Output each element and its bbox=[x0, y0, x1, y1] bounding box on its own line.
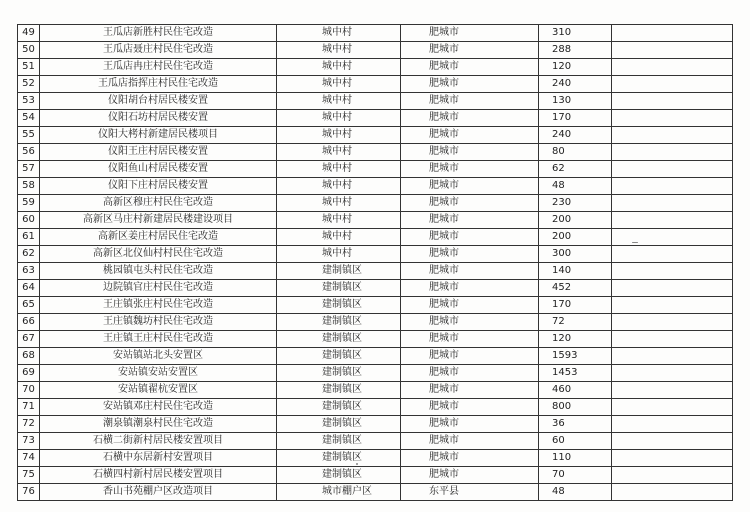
remark-cell bbox=[612, 348, 733, 365]
row-number: 74 bbox=[18, 450, 40, 467]
table-row bbox=[18, 229, 733, 246]
table-row bbox=[18, 450, 733, 467]
area-type: 城中村 bbox=[277, 25, 401, 42]
table-row bbox=[18, 297, 733, 314]
household-count: 230 bbox=[539, 195, 612, 212]
project-name: 高新区马庄村新建居民楼建设项目 bbox=[40, 212, 277, 229]
table-row bbox=[18, 416, 733, 433]
row-number: 64 bbox=[18, 280, 40, 297]
table-row bbox=[18, 382, 733, 399]
household-count: 170 bbox=[539, 110, 612, 127]
table-row bbox=[18, 433, 733, 450]
project-name: 潮泉镇潮泉村民住宅改造 bbox=[40, 416, 277, 433]
area-type: 建制镇区 bbox=[277, 348, 401, 365]
remark-cell bbox=[612, 93, 733, 110]
project-name: 仪阳下庄村居民楼安置 bbox=[40, 178, 277, 195]
table-row bbox=[18, 59, 733, 76]
remark-cell bbox=[612, 127, 733, 144]
city-name: 东平县 bbox=[401, 484, 539, 501]
row-number: 73 bbox=[18, 433, 40, 450]
row-number: 49 bbox=[18, 25, 40, 42]
area-type: 建制镇区 bbox=[277, 433, 401, 450]
project-name: 王庄镇魏坊村民住宅改造 bbox=[40, 314, 277, 331]
project-table bbox=[17, 24, 733, 501]
project-name: 石横中东居新村安置项目 bbox=[40, 450, 277, 467]
household-count: 452 bbox=[539, 280, 612, 297]
project-name: 仪阳鱼山村居民楼安置 bbox=[40, 161, 277, 178]
household-count: 72 bbox=[539, 314, 612, 331]
household-count: 48 bbox=[539, 178, 612, 195]
area-type: 城中村 bbox=[277, 212, 401, 229]
table-row bbox=[18, 76, 733, 93]
city-name: 肥城市 bbox=[401, 161, 539, 178]
row-number: 63 bbox=[18, 263, 40, 280]
project-name: 王瓜店新胜村民住宅改造 bbox=[40, 25, 277, 42]
remark-cell bbox=[612, 280, 733, 297]
city-name: 肥城市 bbox=[401, 365, 539, 382]
city-name: 肥城市 bbox=[401, 178, 539, 195]
remark-cell bbox=[612, 195, 733, 212]
city-name: 肥城市 bbox=[401, 42, 539, 59]
area-type: 建制镇区 bbox=[277, 382, 401, 399]
row-number: 59 bbox=[18, 195, 40, 212]
area-type: 建制镇区 bbox=[277, 314, 401, 331]
household-count: 120 bbox=[539, 59, 612, 76]
remark-cell bbox=[612, 144, 733, 161]
city-name: 肥城市 bbox=[401, 399, 539, 416]
project-name: 安站镇安站安置区 bbox=[40, 365, 277, 382]
row-number: 56 bbox=[18, 144, 40, 161]
area-type: 城中村 bbox=[277, 42, 401, 59]
row-number: 60 bbox=[18, 212, 40, 229]
table-row bbox=[18, 144, 733, 161]
area-type: 城中村 bbox=[277, 161, 401, 178]
city-name: 肥城市 bbox=[401, 348, 539, 365]
household-count: 1593 bbox=[539, 348, 612, 365]
project-name: 王瓜店聂庄村民住宅改造 bbox=[40, 42, 277, 59]
table-row bbox=[18, 280, 733, 297]
household-count: 310 bbox=[539, 25, 612, 42]
remark-cell bbox=[612, 178, 733, 195]
row-number: 66 bbox=[18, 314, 40, 331]
area-type: 建制镇区 bbox=[277, 399, 401, 416]
city-name: 肥城市 bbox=[401, 280, 539, 297]
table-row bbox=[18, 127, 733, 144]
table-row bbox=[18, 93, 733, 110]
table-row bbox=[18, 467, 733, 484]
remark-cell bbox=[612, 433, 733, 450]
household-count: 70 bbox=[539, 467, 612, 484]
city-name: 肥城市 bbox=[401, 297, 539, 314]
household-count: 240 bbox=[539, 127, 612, 144]
project-table-body bbox=[18, 25, 733, 501]
project-name: 高新区穆庄村民住宅改造 bbox=[40, 195, 277, 212]
city-name: 肥城市 bbox=[401, 25, 539, 42]
row-number: 55 bbox=[18, 127, 40, 144]
table-row bbox=[18, 399, 733, 416]
city-name: 肥城市 bbox=[401, 110, 539, 127]
remark-cell bbox=[612, 314, 733, 331]
city-name: 肥城市 bbox=[401, 59, 539, 76]
table-row bbox=[18, 178, 733, 195]
table-row bbox=[18, 365, 733, 382]
household-count: 200 bbox=[539, 212, 612, 229]
row-number: 61 bbox=[18, 229, 40, 246]
remark-cell bbox=[612, 416, 733, 433]
project-name: 桃园镇屯头村民住宅改造 bbox=[40, 263, 277, 280]
project-name: 香山书苑棚户区改造项目 bbox=[40, 484, 277, 501]
row-number: 69 bbox=[18, 365, 40, 382]
area-type: 城中村 bbox=[277, 59, 401, 76]
city-name: 肥城市 bbox=[401, 144, 539, 161]
row-number: 58 bbox=[18, 178, 40, 195]
household-count: 110 bbox=[539, 450, 612, 467]
project-name: 仪阳石坊村居民楼安置 bbox=[40, 110, 277, 127]
project-name: 王庄镇王庄村民住宅改造 bbox=[40, 331, 277, 348]
area-type: 城中村 bbox=[277, 76, 401, 93]
row-number: 53 bbox=[18, 93, 40, 110]
table-row bbox=[18, 161, 733, 178]
household-count: 36 bbox=[539, 416, 612, 433]
table-row bbox=[18, 484, 733, 501]
project-name: 安站镇翟杭安置区 bbox=[40, 382, 277, 399]
area-type: 建制镇区 bbox=[277, 280, 401, 297]
remark-cell bbox=[612, 263, 733, 280]
remark-cell bbox=[612, 161, 733, 178]
area-type: 城中村 bbox=[277, 144, 401, 161]
city-name: 肥城市 bbox=[401, 450, 539, 467]
row-number: 71 bbox=[18, 399, 40, 416]
remark-cell bbox=[612, 76, 733, 93]
row-number: 62 bbox=[18, 246, 40, 263]
area-type: 城中村 bbox=[277, 93, 401, 110]
project-name: 高新区姜庄村居民住宅改造 bbox=[40, 229, 277, 246]
household-count: 140 bbox=[539, 263, 612, 280]
table-row bbox=[18, 246, 733, 263]
remark-cell bbox=[612, 399, 733, 416]
remark-cell bbox=[612, 297, 733, 314]
remark-cell bbox=[612, 331, 733, 348]
remark-cell bbox=[612, 25, 733, 42]
area-type: 建制镇区 bbox=[277, 365, 401, 382]
row-number: 67 bbox=[18, 331, 40, 348]
row-number: 57 bbox=[18, 161, 40, 178]
city-name: 肥城市 bbox=[401, 314, 539, 331]
city-name: 肥城市 bbox=[401, 331, 539, 348]
household-count: 460 bbox=[539, 382, 612, 399]
city-name: 肥城市 bbox=[401, 93, 539, 110]
area-type: 城中村 bbox=[277, 195, 401, 212]
project-name: 石横四村新村居民楼安置项目 bbox=[40, 467, 277, 484]
area-type: 城中村 bbox=[277, 229, 401, 246]
row-number: 70 bbox=[18, 382, 40, 399]
table-row bbox=[18, 195, 733, 212]
table-row bbox=[18, 25, 733, 42]
area-type: 建制镇区 bbox=[277, 416, 401, 433]
city-name: 肥城市 bbox=[401, 416, 539, 433]
project-name: 安站镇站北头安置区 bbox=[40, 348, 277, 365]
household-count: 200 bbox=[539, 229, 612, 246]
scan-speck bbox=[356, 463, 358, 465]
row-number: 50 bbox=[18, 42, 40, 59]
city-name: 肥城市 bbox=[401, 433, 539, 450]
area-type: 城中村 bbox=[277, 110, 401, 127]
project-name: 仪阳胡台村居民楼安置 bbox=[40, 93, 277, 110]
area-type: 建制镇区 bbox=[277, 331, 401, 348]
row-number: 54 bbox=[18, 110, 40, 127]
city-name: 肥城市 bbox=[401, 195, 539, 212]
area-type: 建制镇区 bbox=[277, 467, 401, 484]
project-name: 边院镇官庄村民住宅改造 bbox=[40, 280, 277, 297]
table-row bbox=[18, 42, 733, 59]
remark-cell bbox=[612, 450, 733, 467]
remark-cell bbox=[612, 229, 733, 246]
scan-speck bbox=[632, 242, 638, 243]
table-row bbox=[18, 348, 733, 365]
project-name: 安站镇邓庄村民住宅改造 bbox=[40, 399, 277, 416]
city-name: 肥城市 bbox=[401, 229, 539, 246]
household-count: 80 bbox=[539, 144, 612, 161]
project-name: 王庄镇张庄村民住宅改造 bbox=[40, 297, 277, 314]
project-name: 高新区北仪仙村村民住宅改造 bbox=[40, 246, 277, 263]
table-row bbox=[18, 110, 733, 127]
row-number: 52 bbox=[18, 76, 40, 93]
area-type: 城中村 bbox=[277, 178, 401, 195]
household-count: 62 bbox=[539, 161, 612, 178]
household-count: 288 bbox=[539, 42, 612, 59]
area-type: 城市棚户区 bbox=[277, 484, 401, 501]
city-name: 肥城市 bbox=[401, 212, 539, 229]
row-number: 75 bbox=[18, 467, 40, 484]
household-count: 120 bbox=[539, 331, 612, 348]
household-count: 48 bbox=[539, 484, 612, 501]
household-count: 60 bbox=[539, 433, 612, 450]
city-name: 肥城市 bbox=[401, 246, 539, 263]
area-type: 建制镇区 bbox=[277, 297, 401, 314]
city-name: 肥城市 bbox=[401, 127, 539, 144]
row-number: 72 bbox=[18, 416, 40, 433]
remark-cell bbox=[612, 110, 733, 127]
remark-cell bbox=[612, 42, 733, 59]
project-name: 石横二街新村居民楼安置项目 bbox=[40, 433, 277, 450]
area-type: 建制镇区 bbox=[277, 450, 401, 467]
household-count: 170 bbox=[539, 297, 612, 314]
remark-cell bbox=[612, 382, 733, 399]
city-name: 肥城市 bbox=[401, 467, 539, 484]
project-name: 王瓜店冉庄村民住宅改造 bbox=[40, 59, 277, 76]
city-name: 肥城市 bbox=[401, 382, 539, 399]
area-type: 城中村 bbox=[277, 127, 401, 144]
household-count: 300 bbox=[539, 246, 612, 263]
remark-cell bbox=[612, 246, 733, 263]
table-row bbox=[18, 331, 733, 348]
household-count: 130 bbox=[539, 93, 612, 110]
household-count: 1453 bbox=[539, 365, 612, 382]
remark-cell bbox=[612, 59, 733, 76]
row-number: 68 bbox=[18, 348, 40, 365]
table-row bbox=[18, 212, 733, 229]
city-name: 肥城市 bbox=[401, 263, 539, 280]
household-count: 240 bbox=[539, 76, 612, 93]
row-number: 51 bbox=[18, 59, 40, 76]
table-row bbox=[18, 314, 733, 331]
remark-cell bbox=[612, 484, 733, 501]
table-row bbox=[18, 263, 733, 280]
area-type: 城中村 bbox=[277, 246, 401, 263]
row-number: 76 bbox=[18, 484, 40, 501]
household-count: 800 bbox=[539, 399, 612, 416]
area-type: 建制镇区 bbox=[277, 263, 401, 280]
remark-cell bbox=[612, 467, 733, 484]
city-name: 肥城市 bbox=[401, 76, 539, 93]
remark-cell bbox=[612, 365, 733, 382]
remark-cell bbox=[612, 212, 733, 229]
project-name: 仪阳王庄村居民楼安置 bbox=[40, 144, 277, 161]
project-name: 仪阳大栲村新建居民楼项目 bbox=[40, 127, 277, 144]
row-number: 65 bbox=[18, 297, 40, 314]
project-name: 王瓜店指挥庄村民住宅改造 bbox=[40, 76, 277, 93]
